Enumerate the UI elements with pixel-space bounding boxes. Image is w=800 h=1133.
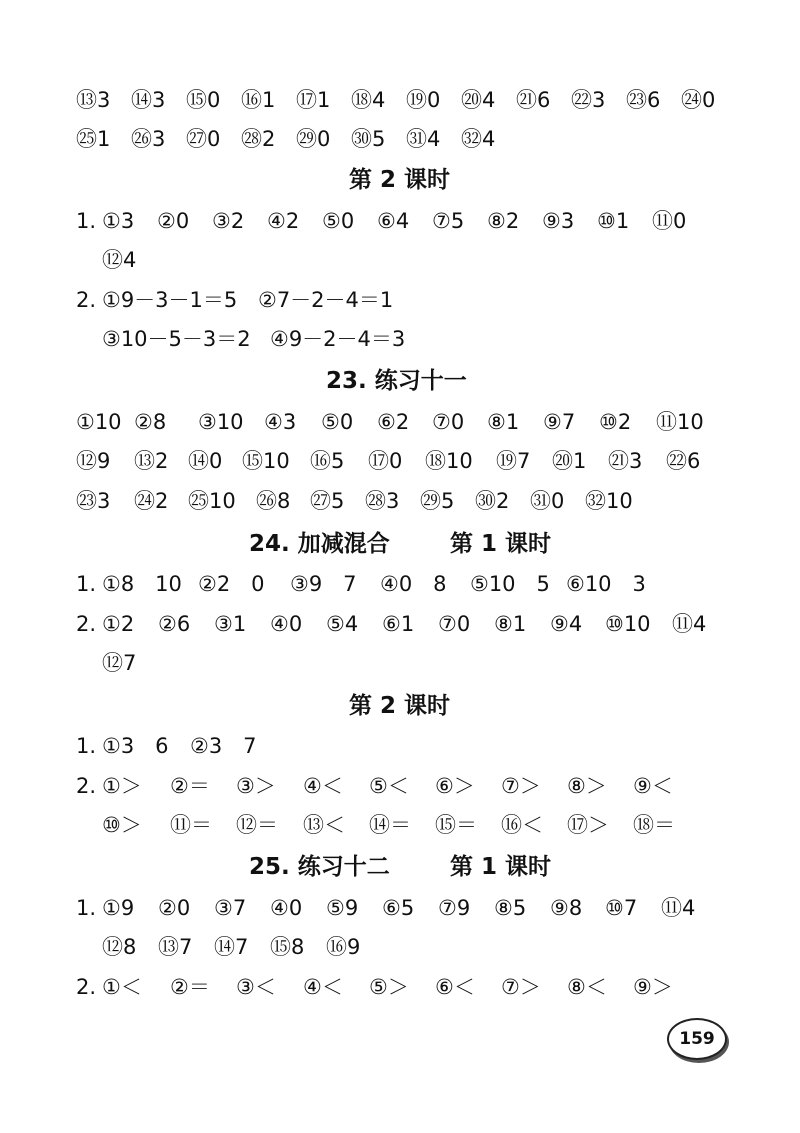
answer: ⑥＜	[435, 975, 475, 999]
answer: ⑮＝	[435, 813, 477, 837]
answer: ⑱＝	[633, 813, 675, 837]
answer: ⑥5	[382, 896, 415, 920]
answer-line-7	[0, 320, 800, 358]
heading-text: 23. 练习十一	[326, 368, 467, 394]
answer: ㉗5	[310, 489, 345, 513]
answer: ⑲0	[406, 88, 441, 112]
section-heading	[0, 847, 800, 887]
answer: ①10	[76, 410, 122, 434]
answer: ㉖8	[256, 489, 291, 513]
answer: ⑦0	[432, 410, 465, 434]
answer: ①9	[102, 896, 135, 920]
answer: ⑤9	[326, 896, 359, 920]
answer: ⑤4	[326, 612, 359, 636]
answer: ④＜	[303, 774, 343, 798]
answer: ㉘3	[365, 489, 400, 513]
answer: ㉓3	[76, 489, 111, 513]
answer: ㉔2	[134, 489, 169, 513]
answer: ②3 7	[190, 734, 257, 758]
answer: ③2	[212, 209, 245, 233]
answer-line-13	[0, 565, 800, 603]
answer: ⑯1	[241, 88, 276, 112]
answer: ①8 10	[102, 572, 182, 596]
answer: ⑱10	[425, 449, 473, 473]
answer: ③10－5－3＝2	[102, 327, 251, 351]
answer-line-18	[0, 767, 800, 805]
answer: ⑥＞	[435, 774, 475, 798]
answer: ⑭0	[188, 449, 223, 473]
question-number: 1.	[76, 209, 97, 233]
answer: ⑬3	[76, 88, 111, 112]
answer: ⑨8	[550, 896, 583, 920]
question-number: 2.	[76, 975, 97, 999]
answer: ③＜	[236, 975, 276, 999]
answer: ③1	[214, 612, 247, 636]
heading-text: 24. 加减混合	[249, 531, 390, 557]
answer: ③9 7	[290, 572, 357, 596]
answer: ④0	[270, 612, 303, 636]
answer: ⑫7	[102, 651, 137, 675]
answer: ①9－3－1＝5	[102, 288, 238, 312]
answer: ⑪0	[652, 209, 687, 233]
answer: ②0	[158, 896, 191, 920]
answer: ⑧1	[487, 410, 520, 434]
answer: ⑯9	[326, 935, 361, 959]
answer-line-23	[0, 968, 800, 1006]
answer: ⑤0	[322, 209, 355, 233]
answer: ⑩2	[599, 410, 632, 434]
answer: ①3	[102, 209, 135, 233]
answer: ⑭3	[131, 88, 166, 112]
answer: ⑪10	[656, 410, 704, 434]
answer: ⑨＞	[633, 975, 673, 999]
answer: ㉓6	[626, 88, 661, 112]
answer: ①＜	[102, 975, 142, 999]
answer: ⑤10 5	[470, 572, 550, 596]
answer: ⑥10 3	[566, 572, 646, 596]
answer: ⑤0	[321, 410, 354, 434]
answer-line-10	[0, 442, 800, 480]
answer-line-9	[0, 403, 800, 441]
answer: ⑱4	[351, 88, 386, 112]
answer: ②0	[157, 209, 190, 233]
answer-line-14	[0, 605, 800, 643]
answer: ㉛0	[530, 489, 565, 513]
answer: ⑲7	[496, 449, 531, 473]
answer: ⑳1	[552, 449, 587, 473]
question-number: 2.	[76, 774, 97, 798]
answer: ②2 0	[198, 572, 265, 596]
answer: ②7－2－4＝1	[258, 288, 394, 312]
answer: ⑫9	[76, 449, 111, 473]
answer-line-6	[0, 281, 800, 319]
answer: ㉚2	[475, 489, 510, 513]
heading-text: 第 2 课时	[349, 167, 451, 193]
answer: ⑰0	[368, 449, 403, 473]
answer: ⑧2	[487, 209, 520, 233]
section-heading	[0, 686, 800, 726]
answer: ⑦0	[438, 612, 471, 636]
answer: ⑯5	[310, 449, 345, 473]
answer: ⑩7	[605, 896, 638, 920]
answer: ㉚5	[351, 127, 386, 151]
answer: ③7	[214, 896, 247, 920]
answer: ④3	[264, 410, 297, 434]
answer: ⑧＞	[567, 774, 607, 798]
answer: ①3 6	[102, 734, 169, 758]
answer-line-5	[0, 241, 800, 279]
answer: ㉑6	[516, 88, 551, 112]
answer: ⑨＜	[633, 774, 673, 798]
answer: ⑨4	[550, 612, 583, 636]
question-number: 2.	[76, 612, 97, 636]
answer: ⑨3	[542, 209, 575, 233]
answer-line-17	[0, 727, 800, 765]
answer: ⑬＜	[303, 813, 345, 837]
page-number: 159	[667, 1018, 727, 1060]
answer: ④9－2－4＝3	[270, 327, 406, 351]
answer: ⑦＞	[501, 774, 541, 798]
answer: ㉒3	[571, 88, 606, 112]
answer: ⑧5	[494, 896, 527, 920]
answer: ㉖3	[131, 127, 166, 151]
answer: ㉒6	[666, 449, 701, 473]
question-number: 1.	[76, 896, 97, 920]
answer: ⑮8	[270, 935, 305, 959]
answer: ⑤＜	[369, 774, 409, 798]
answer: ⑨7	[543, 410, 576, 434]
heading-subtext: 第 1 课时	[450, 854, 552, 880]
answer: ⑦＞	[501, 975, 541, 999]
answer: ⑮10	[242, 449, 290, 473]
answer: ⑭＝	[369, 813, 411, 837]
question-number: 2.	[76, 288, 97, 312]
answer: ㉜4	[461, 127, 496, 151]
answer: ⑬2	[134, 449, 169, 473]
answer: ⑫8	[102, 935, 137, 959]
answer: ⑪4	[661, 896, 696, 920]
answer: ㉛4	[406, 127, 441, 151]
heading-text: 25. 练习十二	[249, 854, 390, 880]
answer: ④0	[270, 896, 303, 920]
answer: ⑦9	[438, 896, 471, 920]
answer: ⑩＞	[102, 813, 142, 837]
answer: ⑥1	[382, 612, 415, 636]
section-heading	[0, 524, 800, 564]
answer: ⑰1	[296, 88, 331, 112]
answer: ㉔0	[681, 88, 716, 112]
answer: ⑩10	[605, 612, 651, 636]
answer: ⑭7	[214, 935, 249, 959]
answer: ⑩1	[597, 209, 630, 233]
section-heading	[0, 160, 800, 200]
answer-line-15	[0, 644, 800, 682]
answer: ⑧＜	[567, 975, 607, 999]
answer: ㉑3	[608, 449, 643, 473]
answer: ⑥4	[377, 209, 410, 233]
answer: ③＞	[236, 774, 276, 798]
answer: ㉜10	[585, 489, 633, 513]
answer: ㉕1	[76, 127, 111, 151]
answer: ⑪4	[672, 612, 707, 636]
answer: ⑮0	[186, 88, 221, 112]
answer: ⑳4	[461, 88, 496, 112]
answer: ⑦5	[432, 209, 465, 233]
answer: ④＜	[303, 975, 343, 999]
heading-text: 第 2 课时	[349, 693, 451, 719]
answer: ①＞	[102, 774, 142, 798]
answer: ⑰＞	[567, 813, 609, 837]
answer-line-4	[0, 202, 800, 240]
answer: ⑬7	[158, 935, 193, 959]
question-number: 1.	[76, 734, 97, 758]
answer: ⑫＝	[236, 813, 278, 837]
answer: ④0 8	[380, 572, 447, 596]
answer: ㉕10	[188, 489, 236, 513]
answer-line-22	[0, 928, 800, 966]
answer: ④2	[267, 209, 300, 233]
answer: ㉘2	[241, 127, 276, 151]
answer: ⑧1	[494, 612, 527, 636]
question-number: 1.	[76, 572, 97, 596]
answer: ㉗0	[186, 127, 221, 151]
answer: ⑤＞	[369, 975, 409, 999]
heading-subtext: 第 1 课时	[450, 531, 552, 557]
section-heading	[0, 361, 800, 401]
answer-line-1	[0, 81, 800, 119]
answer: ②＝	[170, 774, 210, 798]
answer: ①2	[102, 612, 135, 636]
answer: ㉙5	[420, 489, 455, 513]
answer: ⑥2	[377, 410, 410, 434]
answer-line-11	[0, 482, 800, 520]
answer: ⑫4	[102, 248, 137, 272]
answer: ⑯＜	[501, 813, 543, 837]
answer-line-2	[0, 120, 800, 158]
answer-line-21	[0, 889, 800, 927]
answer: ②6	[158, 612, 191, 636]
answer: ③10	[198, 410, 244, 434]
answer: ②＝	[170, 975, 210, 999]
answer: ⑪＝	[170, 813, 212, 837]
answer: ②8	[134, 410, 167, 434]
answer-line-19	[0, 806, 800, 844]
answer: ㉙0	[296, 127, 331, 151]
